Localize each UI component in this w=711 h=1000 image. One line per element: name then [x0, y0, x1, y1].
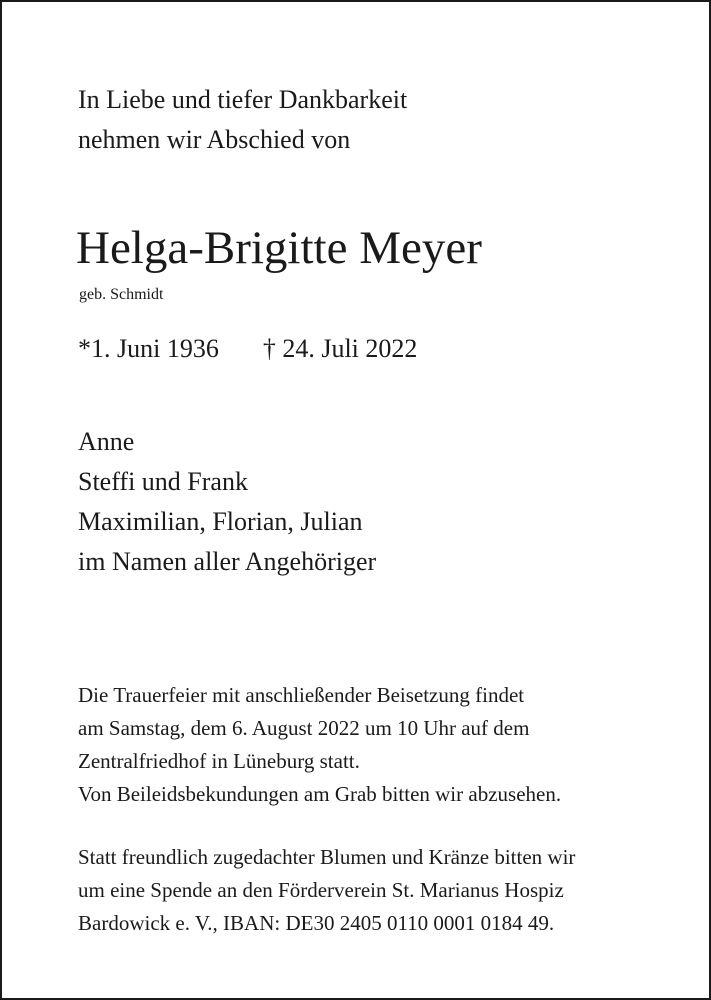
mourner-line: Steffi und Frank: [78, 467, 248, 496]
deceased-name: Helga-Brigitte Meyer: [76, 222, 482, 274]
ceremony-info: [78, 679, 561, 811]
intro-text: [78, 80, 407, 160]
birth-date: *1. Juni 1936: [78, 334, 219, 363]
life-dates: [78, 329, 417, 369]
donation-info: [78, 841, 575, 940]
death-date: † 24. Juli 2022: [262, 334, 418, 363]
ceremony-line: Die Trauerfeier mit anschließender Beisetzung findet: [78, 683, 525, 707]
intro-line: nehmen wir Abschied von: [78, 125, 351, 154]
intro-line: In Liebe und tiefer Dankbarkeit: [78, 85, 408, 114]
ceremony-line: am Samstag, dem 6. August 2022 um 10 Uhr auf dem: [78, 716, 530, 740]
donation-line: um eine Spende an den Förderverein St. Marianus Hospiz: [78, 878, 564, 902]
ceremony-line: Zentralfriedhof in Lüneburg statt.: [78, 749, 360, 773]
donation-line: Bardowick e. V., IBAN: DE30 2405 0110 0001 0184 49.: [78, 911, 555, 935]
maiden-name: geb. Schmidt: [79, 286, 164, 303]
ceremony-line: Von Beileidsbekundungen am Grab bitten wir abzusehen.: [78, 782, 562, 806]
mourner-line: Anne: [78, 427, 135, 456]
mourner-line: Maximilian, Florian, Julian: [78, 507, 363, 536]
donation-line: Statt freundlich zugedachter Blumen und Kränze bitten wir: [78, 845, 576, 869]
mourners-list: [78, 422, 376, 582]
mourner-line: im Namen aller Angehöriger: [78, 547, 377, 576]
